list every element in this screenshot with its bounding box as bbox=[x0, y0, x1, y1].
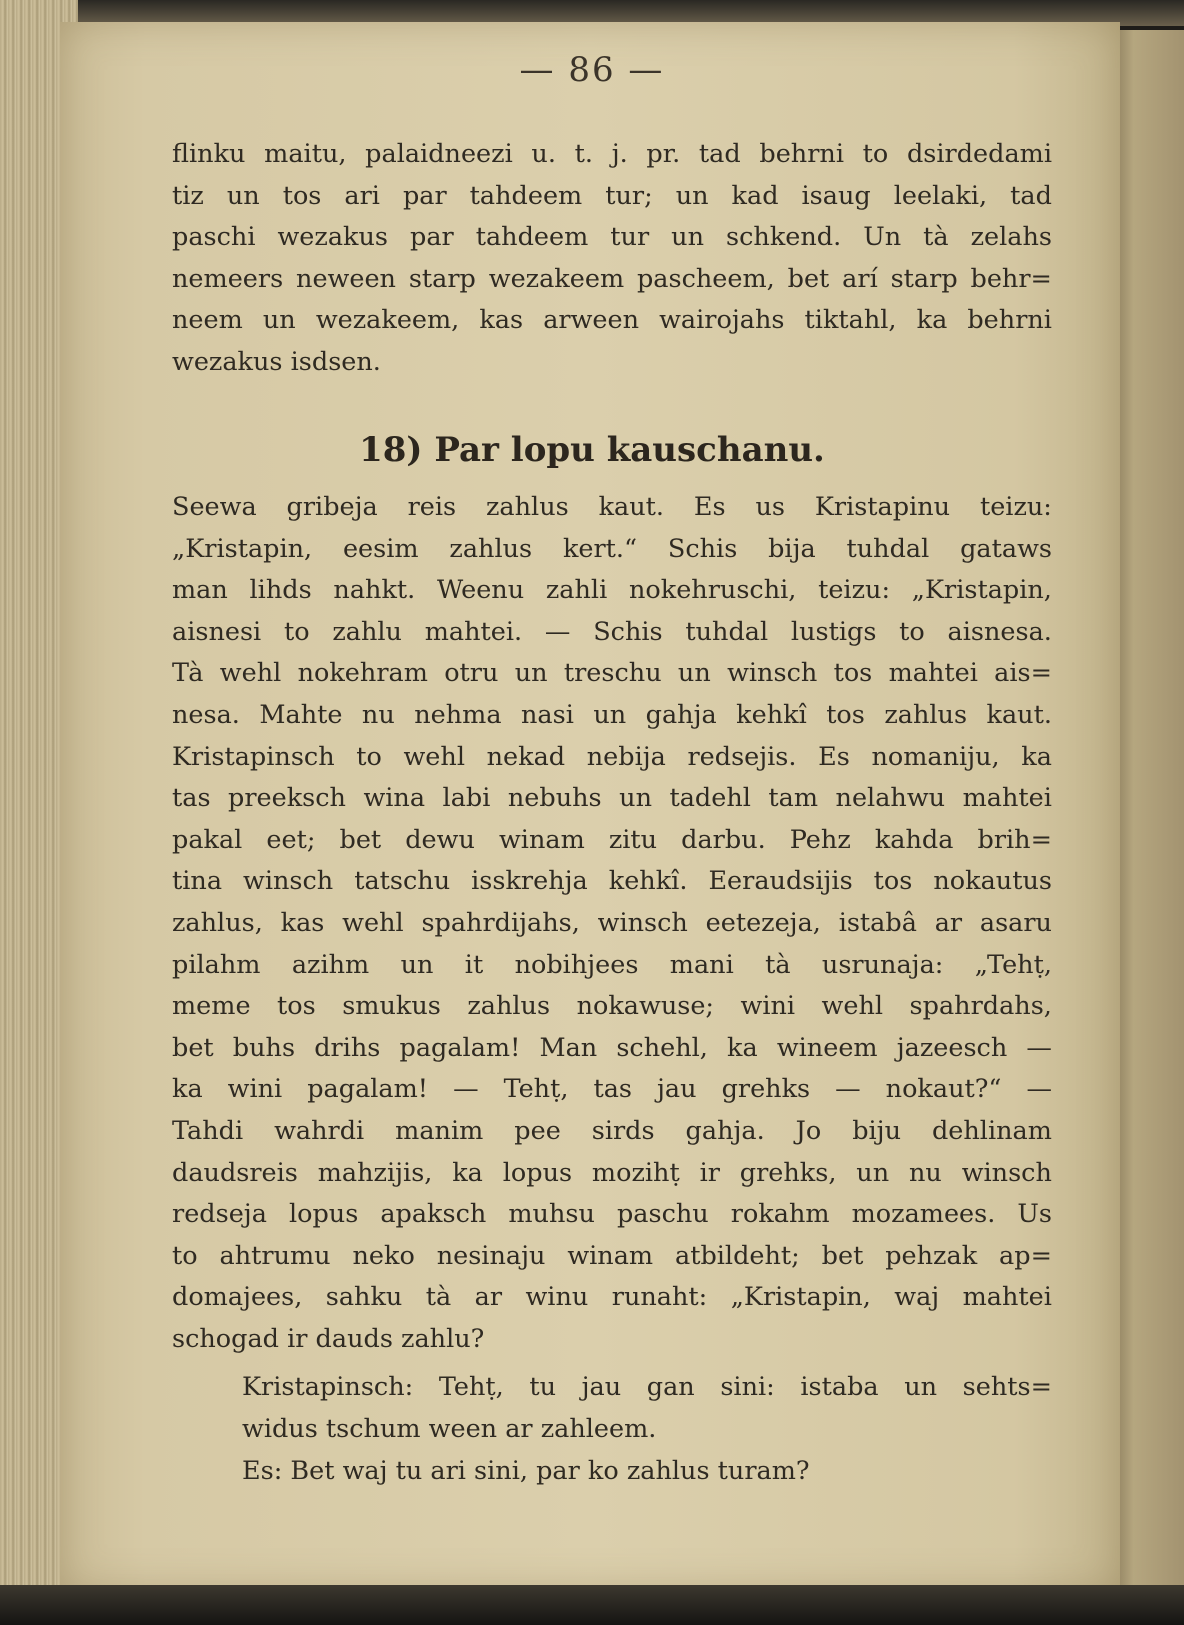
word: aisnesi bbox=[172, 616, 262, 647]
word: nebuhs bbox=[507, 783, 602, 814]
word: wahrdi bbox=[274, 1115, 365, 1146]
word: tà bbox=[765, 949, 791, 980]
word: — bbox=[453, 1074, 479, 1105]
word: ar bbox=[474, 1282, 503, 1313]
word: istabâ bbox=[838, 907, 917, 938]
word: leelaki, bbox=[893, 180, 988, 211]
word: behr= bbox=[970, 263, 1052, 294]
word: teizu: bbox=[818, 575, 891, 606]
word: buhs bbox=[232, 1032, 296, 1063]
word: rokahm bbox=[730, 1199, 830, 1230]
word: it bbox=[464, 949, 484, 980]
section-heading: 18) Par lopu kauschanu. bbox=[359, 430, 825, 470]
text-line bbox=[172, 860, 1052, 902]
word: ka bbox=[1021, 741, 1052, 772]
word: darbu. bbox=[681, 824, 766, 855]
word: Schis bbox=[593, 616, 663, 647]
word: bet bbox=[339, 824, 382, 855]
word: un bbox=[675, 180, 709, 211]
word: atbildeht; bbox=[675, 1240, 800, 1271]
word: to bbox=[172, 1240, 198, 1271]
word: tas bbox=[593, 1074, 633, 1105]
word: ap= bbox=[999, 1240, 1052, 1271]
word: nesa. bbox=[172, 699, 240, 730]
word: ar bbox=[934, 907, 963, 938]
word: isskrehja bbox=[471, 866, 588, 897]
word: nomaniju, bbox=[871, 741, 1000, 772]
word: nekad bbox=[486, 741, 566, 772]
word: apaksch bbox=[380, 1199, 487, 1230]
word: mahtei. bbox=[424, 616, 523, 647]
word: winu bbox=[525, 1282, 589, 1313]
word: zahlus, bbox=[172, 907, 263, 938]
word: lustigs bbox=[790, 616, 877, 647]
word: un bbox=[400, 949, 434, 980]
text-line bbox=[172, 1318, 1052, 1360]
text-line bbox=[172, 258, 1052, 300]
word: nokehruschi, bbox=[628, 575, 797, 606]
word: manim bbox=[395, 1115, 484, 1146]
word: spahrdijahs, bbox=[421, 907, 580, 938]
word: wezakeem bbox=[488, 263, 625, 294]
word: — bbox=[835, 1074, 861, 1105]
word: neem bbox=[172, 305, 243, 336]
word: zahlus bbox=[467, 991, 551, 1022]
word: Kristapinsch: bbox=[242, 1372, 414, 1402]
text-line bbox=[172, 652, 1052, 694]
word: asaru bbox=[979, 907, 1052, 938]
text-line bbox=[172, 902, 1052, 944]
word: gataws bbox=[960, 533, 1052, 564]
word: zahlu bbox=[332, 616, 402, 647]
word: gahja bbox=[645, 699, 717, 730]
word: istaba bbox=[800, 1372, 879, 1402]
word: Mahte bbox=[259, 699, 343, 730]
book-bottom-edge bbox=[0, 1585, 1184, 1625]
text-line bbox=[172, 985, 1052, 1027]
word: starp bbox=[890, 263, 958, 294]
word: reis bbox=[407, 492, 457, 522]
word: nelahwu bbox=[835, 783, 946, 814]
paragraph-3 bbox=[172, 1366, 1052, 1449]
word: j. bbox=[611, 139, 628, 169]
word: kas bbox=[479, 305, 524, 336]
word: neko bbox=[352, 1240, 415, 1271]
word: Weenu bbox=[436, 575, 525, 606]
word: tos bbox=[833, 658, 873, 689]
word: brih= bbox=[977, 824, 1052, 855]
word: kert.“ bbox=[562, 533, 638, 564]
word: to bbox=[356, 741, 382, 772]
word: biju bbox=[852, 1115, 902, 1146]
word: tam bbox=[768, 783, 819, 814]
text-line bbox=[172, 1068, 1052, 1110]
word: waj bbox=[894, 1282, 940, 1313]
word: nahkt. bbox=[333, 575, 416, 606]
word: wehl bbox=[342, 907, 404, 938]
word: paschеem, bbox=[636, 263, 775, 294]
word: „Tehṭ, bbox=[974, 949, 1052, 980]
word: tu bbox=[529, 1372, 557, 1402]
word: gribeja bbox=[286, 492, 378, 522]
word: zelahs bbox=[970, 222, 1052, 253]
text-line bbox=[172, 569, 1052, 611]
text-line-content: Es: Bet waj tu ari sini, par ko zahlus turam? bbox=[242, 1456, 810, 1486]
paragraph-4 bbox=[172, 1450, 1052, 1492]
word: Es bbox=[818, 741, 850, 772]
text-line bbox=[242, 1408, 1052, 1450]
word: nokawuse; bbox=[576, 991, 715, 1022]
text-line bbox=[172, 1235, 1052, 1277]
word: tadehl bbox=[669, 783, 751, 814]
word: nemeers bbox=[172, 263, 284, 294]
word: mahzijis, bbox=[317, 1157, 433, 1188]
word: nasi bbox=[521, 699, 574, 730]
word: mani bbox=[669, 949, 734, 980]
word: kad bbox=[731, 180, 779, 211]
word: un bbox=[677, 658, 711, 689]
text-line bbox=[172, 528, 1052, 570]
word: tahdeem bbox=[469, 180, 583, 211]
word: sehts= bbox=[962, 1372, 1052, 1402]
word: labi bbox=[442, 783, 491, 814]
word: Seewa bbox=[172, 492, 257, 522]
word: Jo bbox=[795, 1115, 822, 1146]
word: Es bbox=[693, 492, 726, 522]
word: pakal bbox=[172, 824, 243, 855]
word: pee bbox=[514, 1115, 561, 1146]
word: treschu bbox=[563, 658, 662, 689]
word: Kristapinsch bbox=[172, 741, 335, 772]
text-line bbox=[242, 1366, 1052, 1408]
word: wehl bbox=[219, 658, 282, 689]
word: ka bbox=[452, 1157, 483, 1188]
word: Kristapinu bbox=[814, 492, 951, 522]
word: ka bbox=[916, 305, 948, 336]
word: wina bbox=[363, 783, 426, 814]
word: otru bbox=[444, 658, 499, 689]
word: mahtei bbox=[888, 658, 978, 689]
word: wezakus bbox=[277, 222, 389, 253]
word: un bbox=[904, 1372, 938, 1402]
word: ir bbox=[699, 1157, 720, 1188]
word: tad bbox=[1010, 180, 1052, 211]
word: jau bbox=[657, 1074, 697, 1105]
text-line bbox=[172, 611, 1052, 653]
word: kehkî bbox=[736, 699, 807, 730]
word: maitu, bbox=[264, 139, 347, 169]
word: kas bbox=[280, 907, 325, 938]
word: starp bbox=[408, 263, 476, 294]
word: Pehz bbox=[789, 824, 851, 855]
word: ari bbox=[344, 180, 380, 211]
word: eetezeja, bbox=[705, 907, 821, 938]
word: Eeraudsijis bbox=[708, 866, 853, 897]
word: winsch bbox=[727, 658, 818, 689]
word: kaut. bbox=[598, 492, 665, 522]
word: paschi bbox=[172, 222, 256, 253]
word: dsirdedami bbox=[906, 139, 1052, 169]
word: pr. bbox=[646, 139, 681, 169]
word: bet bbox=[172, 1032, 214, 1063]
word: kahda bbox=[874, 824, 954, 855]
word: tos bbox=[277, 991, 316, 1022]
word: — bbox=[544, 616, 571, 647]
word: ais= bbox=[994, 658, 1052, 689]
word: un bbox=[262, 305, 296, 336]
word: tatschu bbox=[354, 866, 451, 897]
word: runaht: bbox=[611, 1282, 708, 1313]
word: par bbox=[410, 222, 454, 253]
word: eesim bbox=[342, 533, 419, 564]
text-line bbox=[172, 777, 1052, 819]
text-line bbox=[172, 341, 1052, 383]
word: sini: bbox=[720, 1372, 775, 1402]
word: un bbox=[514, 658, 548, 689]
text-line bbox=[172, 736, 1052, 778]
word: paschu bbox=[616, 1199, 709, 1230]
text-line-content: schogad ir dauds zahlu? bbox=[172, 1323, 485, 1354]
word: jau bbox=[581, 1372, 622, 1402]
word: to bbox=[862, 139, 889, 169]
word: „Kristapin, bbox=[730, 1282, 871, 1313]
word: Tahdi bbox=[172, 1115, 244, 1146]
word: Man bbox=[539, 1032, 598, 1063]
word: nu bbox=[908, 1157, 942, 1188]
word: un bbox=[671, 222, 705, 253]
page-number-header: — 86 — bbox=[519, 50, 665, 90]
word: Tehṭ, bbox=[503, 1074, 569, 1105]
word: spahrdahs, bbox=[909, 991, 1052, 1022]
word: pehzak bbox=[885, 1240, 978, 1271]
word: domajees, bbox=[172, 1282, 303, 1313]
word: winam bbox=[567, 1240, 654, 1271]
word: tuhdal bbox=[846, 533, 930, 564]
word: par bbox=[402, 180, 447, 211]
word: isaug bbox=[801, 180, 871, 211]
word: aisnesa. bbox=[947, 616, 1052, 647]
paragraph-1 bbox=[172, 133, 1052, 383]
word: dewu bbox=[405, 824, 475, 855]
word: Un bbox=[863, 222, 902, 253]
word: man bbox=[172, 575, 228, 606]
text-line bbox=[172, 1027, 1052, 1069]
word: wezakeem, bbox=[315, 305, 460, 336]
word: smukus bbox=[342, 991, 441, 1022]
word: nokehram bbox=[297, 658, 428, 689]
word: schehl, bbox=[616, 1032, 708, 1063]
word: arí bbox=[842, 263, 878, 294]
word: nobihjees bbox=[514, 949, 639, 980]
word: usrunaja: bbox=[821, 949, 944, 980]
word: kaut. bbox=[986, 699, 1052, 730]
word: to bbox=[899, 616, 925, 647]
word: tiktahl, bbox=[804, 305, 897, 336]
word: zahlus bbox=[884, 699, 968, 730]
word: Tà bbox=[172, 658, 204, 689]
word: tà bbox=[923, 222, 949, 253]
word: lopus bbox=[502, 1157, 573, 1188]
word: zahlus bbox=[486, 492, 569, 522]
word: Us bbox=[1017, 1199, 1052, 1230]
word: us bbox=[755, 492, 785, 522]
word: drihs bbox=[314, 1032, 381, 1063]
word: tur bbox=[610, 222, 650, 253]
word: „Kristapin, bbox=[172, 533, 313, 564]
text-line bbox=[172, 944, 1052, 986]
word: winsch bbox=[243, 866, 334, 897]
word: palaidneezi bbox=[365, 139, 513, 169]
word: tà bbox=[425, 1282, 452, 1313]
word: Tehṭ, bbox=[438, 1372, 504, 1402]
word: tur; bbox=[605, 180, 653, 211]
word: mahtei bbox=[962, 783, 1052, 814]
text-line bbox=[172, 1276, 1052, 1318]
word: grehks bbox=[721, 1074, 811, 1105]
word: eet; bbox=[266, 824, 316, 855]
text-line bbox=[172, 819, 1052, 861]
word: Schis bbox=[667, 533, 738, 564]
word: u. bbox=[531, 139, 556, 169]
word: muhsu bbox=[508, 1199, 595, 1230]
word: tahdeem bbox=[475, 222, 589, 253]
word: sirds bbox=[591, 1115, 655, 1146]
word: redsejis. bbox=[687, 741, 797, 772]
text-line bbox=[172, 1193, 1052, 1235]
word: tiz bbox=[172, 180, 204, 211]
word: behrni bbox=[759, 139, 844, 169]
word: jazeesch bbox=[896, 1032, 1008, 1063]
word: zitu bbox=[608, 824, 658, 855]
word: un bbox=[593, 699, 627, 730]
word: winam bbox=[498, 824, 585, 855]
word: mozihṭ bbox=[591, 1157, 680, 1188]
word: azihm bbox=[291, 949, 370, 980]
word: tuhdal bbox=[685, 616, 769, 647]
word: un bbox=[226, 180, 260, 211]
word: t. bbox=[574, 139, 593, 169]
word: un bbox=[619, 783, 652, 814]
word: tos bbox=[282, 180, 322, 211]
word: nokaut?“ bbox=[885, 1074, 1002, 1105]
word: dehlinam bbox=[931, 1115, 1052, 1146]
text-line bbox=[172, 694, 1052, 736]
word: zahlus bbox=[449, 533, 533, 564]
paragraph-2 bbox=[172, 486, 1052, 1359]
word: zahli bbox=[545, 575, 608, 606]
word: nebija bbox=[586, 741, 666, 772]
text-line bbox=[172, 175, 1052, 217]
word: to bbox=[283, 616, 310, 647]
word: tos bbox=[873, 866, 913, 897]
text-line bbox=[242, 1450, 1052, 1492]
word: arween bbox=[543, 305, 640, 336]
text-line bbox=[172, 1110, 1052, 1152]
word: nehma bbox=[414, 699, 502, 730]
word: gahja. bbox=[685, 1115, 765, 1146]
word: un bbox=[856, 1157, 890, 1188]
text-line-content: wezakus isdsen. bbox=[172, 346, 381, 377]
book-page-stack-right bbox=[1112, 30, 1184, 1590]
word: behrni bbox=[967, 305, 1052, 336]
word: mozamees. bbox=[851, 1199, 996, 1230]
word: meme bbox=[172, 991, 251, 1022]
word: tad bbox=[698, 139, 741, 169]
word: — bbox=[1026, 1032, 1052, 1063]
word: ka bbox=[727, 1032, 758, 1063]
word: teizu: bbox=[979, 492, 1052, 522]
word: nesinaju bbox=[436, 1240, 546, 1271]
word: wineem bbox=[776, 1032, 878, 1063]
text-line bbox=[172, 486, 1052, 528]
word: ahtrumu bbox=[219, 1240, 331, 1271]
word: mahtei bbox=[962, 1282, 1052, 1313]
word: neween bbox=[296, 263, 396, 294]
word: daudsreis bbox=[172, 1157, 298, 1188]
word: winsch bbox=[597, 907, 688, 938]
word: tina bbox=[172, 866, 223, 897]
text-line-content: widus tschum ween ar zahleem. bbox=[242, 1413, 657, 1444]
word: wairojahs bbox=[659, 305, 785, 336]
word: preeksch bbox=[228, 783, 346, 814]
word: grehks, bbox=[739, 1157, 837, 1188]
word: bija bbox=[768, 533, 816, 564]
word: tas bbox=[172, 783, 211, 814]
word: pagalam! bbox=[307, 1074, 429, 1105]
word: gan bbox=[646, 1372, 695, 1402]
word: bet bbox=[787, 263, 830, 294]
word: wini bbox=[740, 991, 796, 1022]
word: redseja bbox=[172, 1199, 267, 1230]
text-line bbox=[172, 1152, 1052, 1194]
word: nokautus bbox=[933, 866, 1052, 897]
word: kehkî. bbox=[608, 866, 688, 897]
word: bet bbox=[821, 1240, 864, 1271]
word: tos bbox=[826, 699, 865, 730]
word: schkend. bbox=[726, 222, 842, 253]
text-line bbox=[172, 133, 1052, 175]
word: flinku bbox=[172, 139, 246, 169]
word: sahku bbox=[325, 1282, 403, 1313]
word: pagalam! bbox=[399, 1032, 521, 1063]
word: „Kristapin, bbox=[911, 575, 1052, 606]
word: lihds bbox=[249, 575, 312, 606]
word: pilahm bbox=[172, 949, 261, 980]
text-line bbox=[172, 299, 1052, 341]
word: wini bbox=[227, 1074, 283, 1105]
word: wehl bbox=[403, 741, 465, 772]
word: nu bbox=[361, 699, 395, 730]
word: lopus bbox=[288, 1199, 359, 1230]
word: ka bbox=[172, 1074, 203, 1105]
word: wehl bbox=[821, 991, 884, 1022]
word: — bbox=[1026, 1074, 1052, 1105]
word: winsch bbox=[961, 1157, 1052, 1188]
text-line bbox=[172, 216, 1052, 258]
